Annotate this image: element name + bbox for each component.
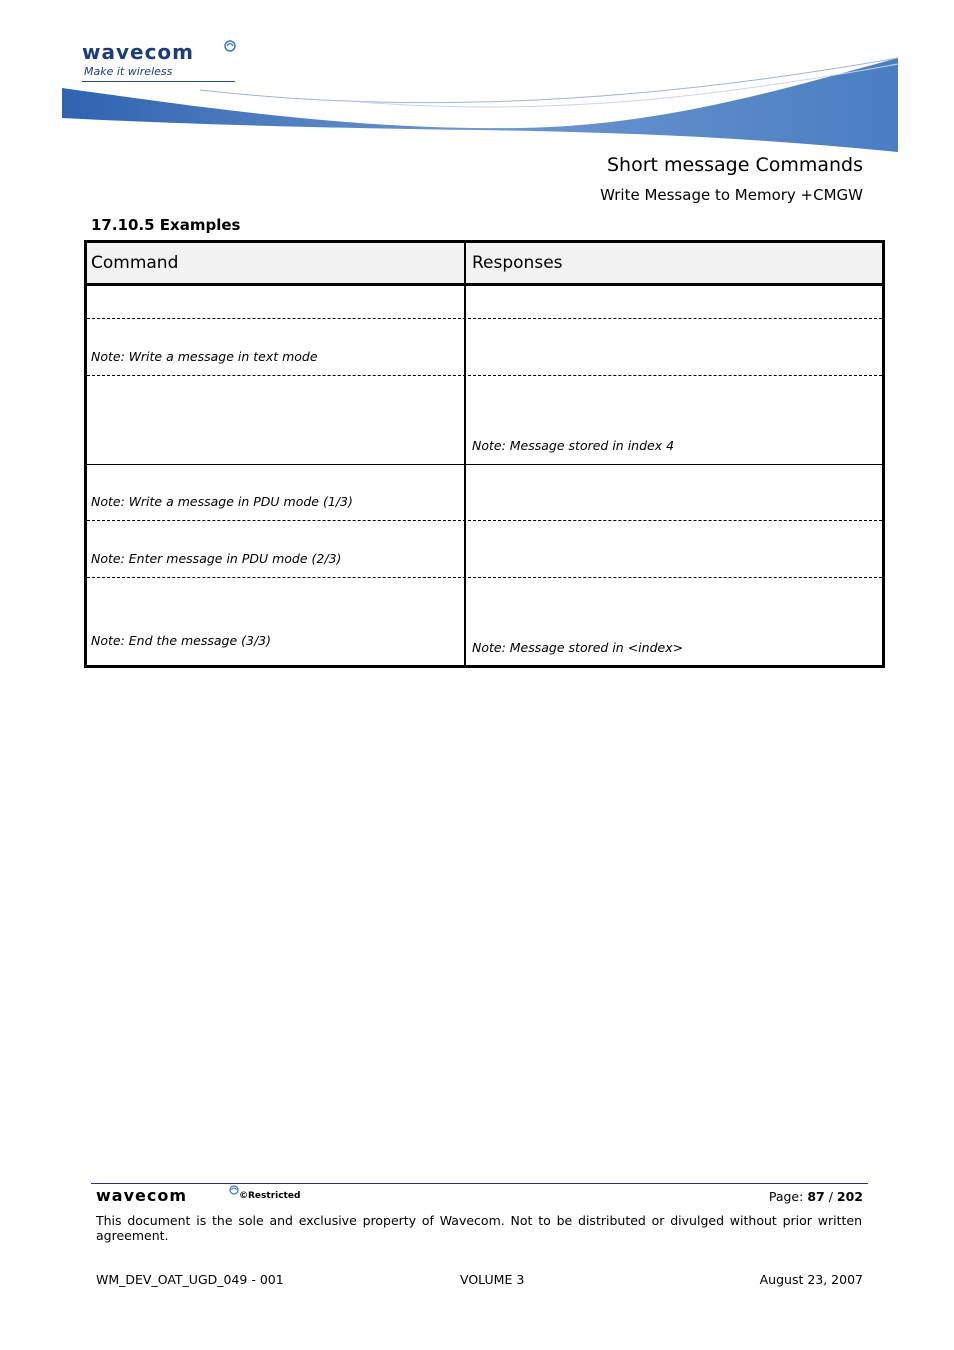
row-divider xyxy=(87,577,882,578)
logo-swirl-icon xyxy=(224,40,236,52)
row-divider xyxy=(87,464,882,465)
footer-wavecom-logo: wavecom xyxy=(96,1186,188,1205)
row-divider xyxy=(87,375,882,376)
page-separator: / xyxy=(828,1189,833,1204)
table-row-command-note: Note: Write a message in text mode xyxy=(91,349,318,364)
confidentiality-notice: This document is the sole and exclusive property of Wavecom. Not to be distributed or divulged without prior written agreement. xyxy=(96,1213,862,1243)
logo-tagline: Make it wireless xyxy=(84,65,173,78)
table-header-divider xyxy=(84,283,885,286)
footer-logo-swirl-icon xyxy=(229,1185,239,1195)
column-header-responses: Responses xyxy=(472,253,563,273)
page-title: Short message Commands xyxy=(606,154,863,176)
document-id: WM_DEV_OAT_UGD_049 - 001 xyxy=(96,1272,284,1287)
logo-underline xyxy=(82,81,235,82)
table-border-top xyxy=(84,240,885,243)
section-title: 17.10.5 Examples xyxy=(91,216,241,234)
page-number xyxy=(769,1189,863,1204)
document-date: August 23, 2007 xyxy=(759,1272,863,1287)
page-subtitle: Write Message to Memory +CMGW xyxy=(600,186,863,204)
table-row-command-note: Note: End the message (3/3) xyxy=(91,633,272,648)
table-border-left xyxy=(84,240,87,668)
table-border-bottom xyxy=(84,665,885,668)
column-header-command: Command xyxy=(91,253,179,273)
table-row-response-note: Note: Message stored in <index> xyxy=(472,640,684,655)
row-divider xyxy=(87,318,882,319)
footer-rule xyxy=(91,1183,868,1184)
restricted-label: ©Restricted xyxy=(239,1191,301,1201)
table-column-divider xyxy=(464,240,466,668)
table-border-right xyxy=(882,240,885,668)
volume-label: VOLUME 3 xyxy=(460,1272,525,1287)
wavecom-logo: wavecom xyxy=(82,40,195,64)
page-current: 87 xyxy=(807,1189,825,1204)
table-row-response-note: Note: Message stored in index 4 xyxy=(472,438,675,453)
table-row-command-note: Note: Write a message in PDU mode (1/3) xyxy=(91,494,353,509)
row-divider xyxy=(87,520,882,521)
examples-table xyxy=(84,240,885,668)
header-swoosh xyxy=(60,50,900,160)
table-row-command-note: Note: Enter message in PDU mode (2/3) xyxy=(91,551,342,566)
page-label: Page: xyxy=(768,1189,804,1204)
page-total: 202 xyxy=(836,1189,863,1204)
